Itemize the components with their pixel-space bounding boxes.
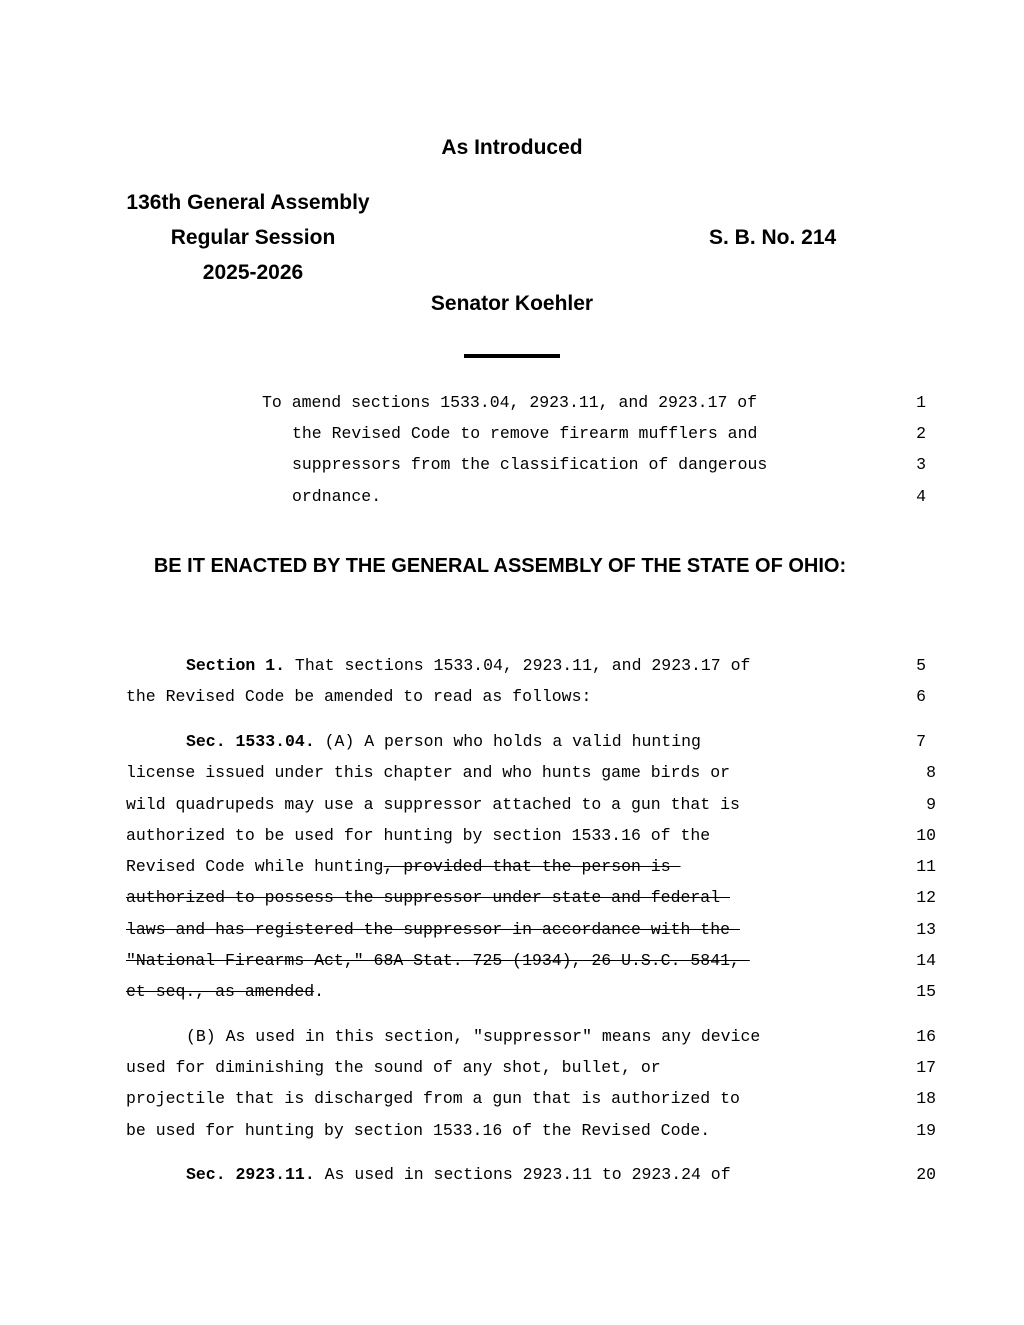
line-number: 10	[916, 826, 936, 845]
sec-1533-04-label: Sec. 1533.04.	[186, 732, 315, 751]
stricken-text: authorized to possess the suppressor under state and federal	[126, 888, 730, 907]
line-number: 11	[916, 857, 936, 876]
sec-1533-04-text: (A) A person who holds a valid hunting	[314, 732, 701, 751]
current-text: .	[314, 982, 325, 1001]
sec-2923-11-text: As used in sections 2923.11 to 2923.24 of	[314, 1165, 731, 1184]
division-b-line: be used for hunting by section 1533.16 of the Revised Code.	[126, 1121, 711, 1140]
current-text: Revised Code while hunting	[126, 857, 384, 876]
line-number: 12	[916, 888, 936, 907]
line-number: 4	[916, 487, 926, 506]
sec-1533-04-line: wild quadrupeds may use a suppressor attached to a gun that is	[126, 795, 740, 814]
title-line: ordnance.	[292, 487, 382, 506]
sec-1533-04-line	[126, 857, 681, 876]
division-b-line: (B) As used in this section, "suppressor" means any device	[186, 1027, 761, 1046]
line-number: 9	[926, 795, 936, 814]
sec-2923-11-label: Sec. 2923.11.	[186, 1165, 315, 1184]
session-years: 2025-2026	[202, 261, 304, 284]
line-number: 15	[916, 982, 936, 1001]
session: Regular Session	[170, 226, 336, 249]
sec-2923-11-line	[186, 1165, 731, 1184]
line-number: 8	[926, 763, 936, 782]
line-number: 5	[916, 656, 926, 675]
bill-number: S. B. No. 214	[709, 226, 837, 249]
bill-status: As Introduced	[441, 136, 583, 159]
section-1-line	[186, 656, 750, 675]
sec-1533-04-line	[126, 982, 324, 1001]
line-number: 6	[916, 687, 926, 706]
stricken-text: laws and has registered the suppressor in accordance with the	[126, 920, 740, 939]
section-1-label: Section 1.	[186, 656, 286, 675]
line-number: 13	[916, 920, 936, 939]
enacting-clause: BE IT ENACTED BY THE GENERAL ASSEMBLY OF THE STATE OF OHIO:	[153, 555, 847, 577]
general-assembly: 136th General Assembly	[126, 191, 370, 214]
sec-1533-04-line: license issued under this chapter and who hunts game birds or	[126, 763, 730, 782]
division-b-line: used for diminishing the sound of any shot, bullet, or	[126, 1058, 661, 1077]
title-line: suppressors from the classification of dangerous	[292, 455, 768, 474]
stricken-text: et seq., as amended	[126, 982, 315, 1001]
line-number: 14	[916, 951, 936, 970]
line-number: 17	[916, 1058, 936, 1077]
title-line: To amend sections 1533.04, 2923.11, and 2923.17 of	[262, 393, 758, 412]
stricken-text: "National Firearms Act," 68A Stat. 725 (1934), 26 U.S.C. 5841,	[126, 951, 750, 970]
line-number: 20	[916, 1165, 936, 1184]
line-number: 3	[916, 455, 926, 474]
sec-1533-04-line: authorized to be used for hunting by section 1533.16 of the	[126, 826, 711, 845]
line-number: 19	[916, 1121, 936, 1140]
line-number: 7	[916, 732, 926, 751]
sponsor: Senator Koehler	[430, 292, 594, 315]
header-divider	[464, 354, 560, 358]
sec-1533-04-line	[186, 732, 701, 751]
line-number: 1	[916, 393, 926, 412]
line-number: 16	[916, 1027, 936, 1046]
section-1-line: the Revised Code be amended to read as follows:	[126, 687, 592, 706]
line-number: 18	[916, 1089, 936, 1108]
title-line: the Revised Code to remove firearm mufflers and	[292, 424, 758, 443]
line-number: 2	[916, 424, 926, 443]
division-b-line: projectile that is discharged from a gun that is authorized to	[126, 1089, 740, 1108]
section-1-text: That sections 1533.04, 2923.11, and 2923.17 of	[285, 656, 751, 675]
stricken-text: , provided that the person is	[383, 857, 681, 876]
